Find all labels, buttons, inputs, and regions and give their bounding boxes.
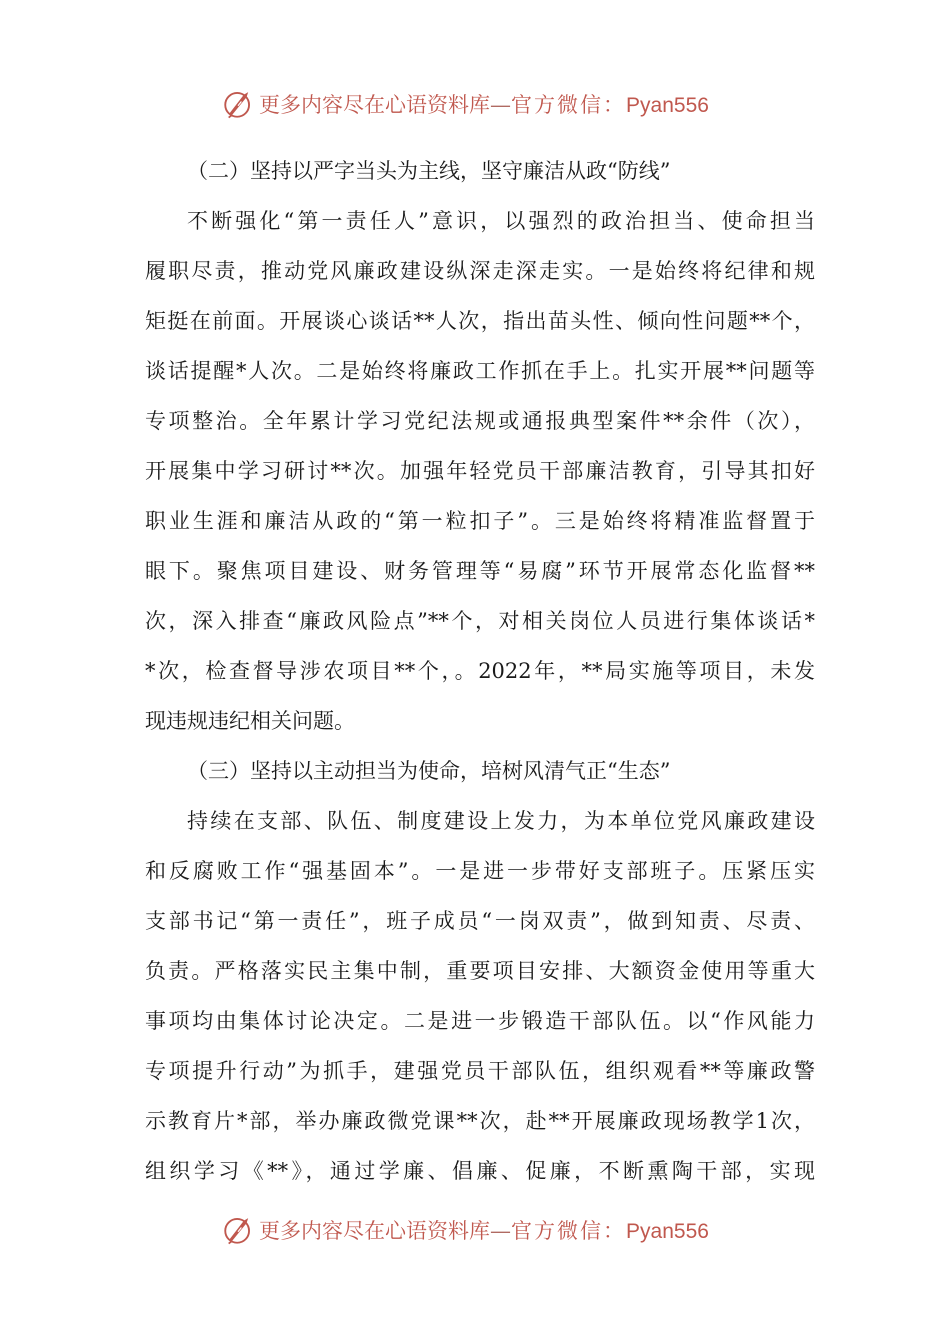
paragraph-line: 矩挺在前面。开展谈心谈话**人次，指出苗头性、倾向性问题**个， — [145, 309, 815, 333]
paragraph-line: 专项提升行动”为抓手，建强党员干部队伍，组织观看**等廉政警 — [145, 1059, 815, 1083]
paragraph-line: 事项均由集体讨论决定。二是进一步锻造干部队伍。以“作风能力 — [145, 1009, 815, 1033]
paragraph-line: 组织学习《**》，通过学廉、倡廉、促廉，不断熏陶干部，实现 — [145, 1159, 815, 1183]
paragraph-line: 履职尽责，推动党风廉政建设纵深走深走实。一是始终将纪律和规 — [145, 259, 815, 283]
paragraph-line: 现违规违纪相关问题。 — [145, 709, 355, 733]
banner-text: 更多内容尽在心语资料库—官方微信：Pyan556 — [259, 1219, 709, 1243]
document-body — [145, 146, 815, 1196]
section-heading: （二）坚持以严字当头为主线，坚守廉洁从政“防线” — [187, 159, 671, 183]
section-heading: （三）坚持以主动担当为使命，培树风清气正“生态” — [187, 759, 671, 783]
paragraph-line: 开展集中学习研讨**次。加强年轻党员干部廉洁教育，引导其扣好 — [145, 459, 815, 483]
paragraph-line: *次，检查督导涉农项目**个，。2022年，**局实施等项目，未发 — [145, 659, 815, 683]
quill-logo-icon — [221, 87, 255, 121]
paragraph-line: 不断强化“第一责任人”意识，以强烈的政治担当、使命担当 — [187, 209, 815, 233]
paragraph-line: 持续在支部、队伍、制度建设上发力，为本单位党风廉政建设 — [187, 809, 815, 833]
paragraph-line: 职业生涯和廉洁从政的“第一粒扣子”。三是始终将精准监督置于 — [145, 509, 815, 533]
paragraph-line: 负责。严格落实民主集中制，重要项目安排、大额资金使用等重大 — [145, 959, 815, 983]
footer-banner — [0, 1210, 950, 1250]
paragraph-line: 和反腐败工作“强基固本”。一是进一步带好支部班子。压紧压实 — [145, 859, 815, 883]
paragraph-line: 谈话提醒*人次。二是始终将廉政工作抓在手上。扎实开展**问题等 — [145, 359, 815, 383]
quill-logo-icon — [221, 1213, 255, 1247]
paragraph-line: 眼下。聚焦项目建设、财务管理等“易腐”环节开展常态化监督** — [145, 559, 815, 583]
paragraph-line: 专项整治。全年累计学习党纪法规或通报典型案件**余件（次）， — [145, 409, 815, 433]
header-banner — [0, 84, 950, 124]
banner-text: 更多内容尽在心语资料库—官方微信：Pyan556 — [259, 93, 709, 117]
paragraph-line: 次，深入排查“廉政风险点”**个，对相关岗位人员进行集体谈话* — [145, 609, 815, 633]
paragraph-line: 示教育片*部，举办廉政微党课**次，赴**开展廉政现场教学1次， — [145, 1109, 815, 1133]
paragraph-line: 支部书记“第一责任”，班子成员“一岗双责”，做到知责、尽责、 — [145, 909, 815, 933]
